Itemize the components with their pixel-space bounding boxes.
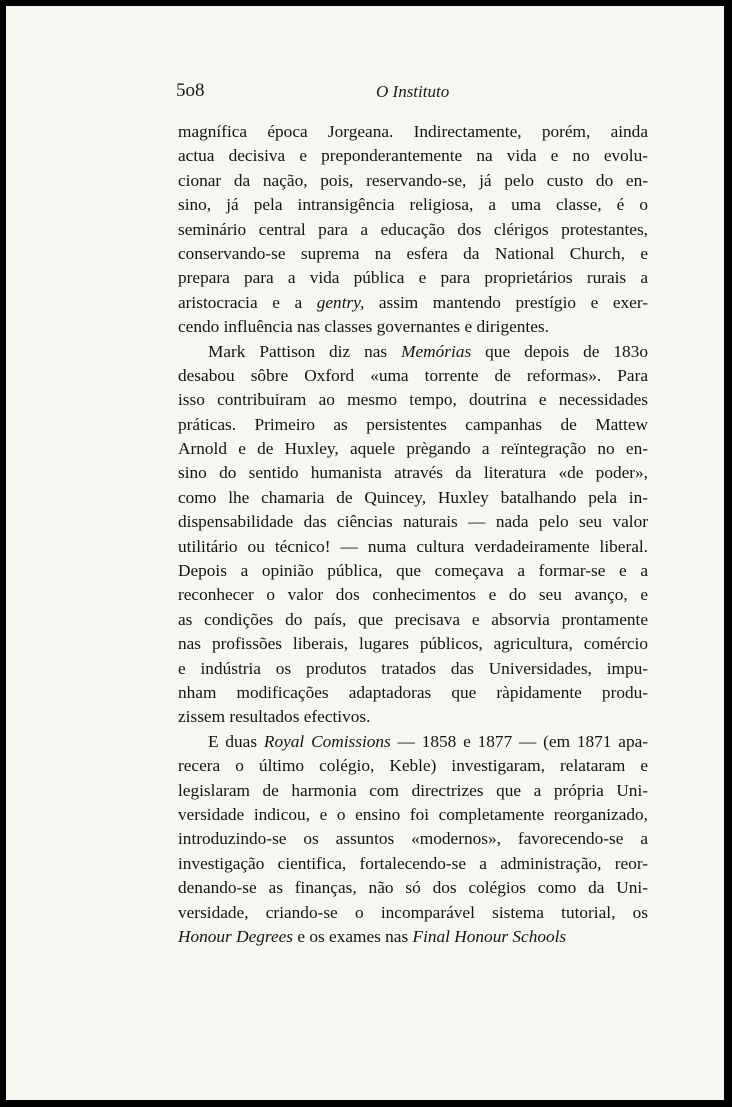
text-line bbox=[178, 583, 648, 607]
text-run: magnífica época Jorgeana. Indirectamente, porém, ainda bbox=[178, 122, 648, 141]
text-run: Depois a opinião pública, que começava a formar-se e a bbox=[178, 561, 648, 581]
page-header bbox=[176, 80, 646, 104]
text-line bbox=[178, 803, 648, 827]
text-run: seminário central para a educação dos clérigos protestantes, bbox=[178, 219, 648, 239]
text-line bbox=[178, 681, 648, 705]
text-run: como lhe chamaria de Quincey, Huxley batalhando pela in- bbox=[178, 487, 648, 507]
text-run: E duas bbox=[208, 731, 264, 751]
running-title: O Instituto bbox=[376, 82, 450, 101]
text-run: que depois de 183o bbox=[471, 341, 648, 361]
text-run: recera o último colégio, Keble) investigaram, relataram e bbox=[178, 756, 648, 776]
text-line bbox=[178, 608, 648, 632]
text-run: — 1858 e 1877 — (em 1871 apa- bbox=[390, 731, 649, 751]
text-run: utilitário ou técnico! — numa cultura verdadeiramente liberal. bbox=[178, 536, 648, 556]
italic-run: Honour Degrees bbox=[178, 926, 294, 946]
text-run: nham modificações adaptadoras que ràpidamente produ- bbox=[178, 682, 648, 702]
text-line bbox=[178, 852, 648, 876]
text-line bbox=[178, 193, 648, 217]
text-line bbox=[178, 242, 648, 266]
text-run: desabou sôbre Oxford «uma torrente de reformas». Para bbox=[178, 365, 648, 385]
text-run: legislaram de harmonia com directrizes que a própria Uni- bbox=[178, 780, 648, 800]
text-run: actua decisiva e preponderantemente na vida e no evolu- bbox=[178, 146, 648, 166]
text-run: e indústria os produtos tratados das Universidades, impu- bbox=[178, 658, 648, 678]
text-run: versidade indicou, e o ensino foi completamente reorganizado, bbox=[178, 804, 648, 824]
text-run: Arnold e de Huxley, aquele prègando a reïntegração no en- bbox=[178, 439, 648, 459]
text-line bbox=[178, 169, 648, 193]
text-line bbox=[178, 388, 648, 412]
text-run: aristocracia e a bbox=[178, 292, 317, 312]
text-line bbox=[178, 340, 648, 364]
text-line bbox=[178, 315, 648, 339]
text-line bbox=[178, 461, 648, 485]
text-line bbox=[178, 120, 648, 144]
italic-run: gentry, bbox=[316, 292, 365, 312]
text-line bbox=[178, 925, 648, 949]
text-run: e os exames nas bbox=[293, 926, 413, 946]
text-run: zissem resultados efectivos. bbox=[178, 707, 371, 727]
text-run: cionar da nação, pois, reservando-se, já pelo custo do en- bbox=[178, 170, 648, 190]
book-page bbox=[6, 6, 724, 1100]
italic-run: Memórias bbox=[401, 341, 472, 361]
text-line bbox=[178, 705, 648, 729]
text-line bbox=[178, 730, 648, 754]
text-run: cendo influência nas classes governantes e dirigentes. bbox=[178, 317, 549, 337]
text-run: sino, já pela intransigência religiosa, a uma classe, é o bbox=[178, 195, 648, 215]
page-number: 5o8 bbox=[176, 80, 205, 101]
text-run: reconhecer o valor dos conhecimentos e do seu avanço, e bbox=[178, 585, 648, 605]
text-line bbox=[178, 486, 648, 510]
text-run: isso contribuiram ao mesmo tempo, doutrina e necessidades bbox=[178, 390, 648, 410]
text-run: denando-se as finanças, não só dos colégios como da Uni- bbox=[178, 878, 648, 898]
text-run: Mark Pattison diz nas bbox=[208, 341, 402, 361]
text-run: versidade, criando-se o incomparável sistema tutorial, os bbox=[178, 902, 648, 922]
text-run: as condições do país, que precisava e absorvia prontamente bbox=[178, 609, 648, 629]
text-run: assim mantendo prestígio e exer- bbox=[364, 292, 649, 312]
text-line bbox=[178, 266, 648, 290]
text-line bbox=[178, 754, 648, 778]
text-run: dispensabilidade das ciências naturais — nada pelo seu valor bbox=[178, 512, 648, 532]
body-text bbox=[178, 120, 648, 949]
italic-run: Final Honour Schools bbox=[412, 926, 567, 946]
text-line bbox=[178, 437, 648, 461]
text-run: práticas. Primeiro as persistentes campanhas de Mattew bbox=[178, 414, 648, 434]
text-line bbox=[178, 291, 648, 315]
text-run: investigação cientifica, fortalecendo-se a administração, reor- bbox=[178, 853, 648, 873]
text-run: prepara para a vida pública e para proprietários rurais a bbox=[178, 268, 648, 288]
text-line bbox=[178, 364, 648, 388]
text-line bbox=[178, 535, 648, 559]
text-run: nas profissões liberais, lugares públicos, agricultura, comércio bbox=[178, 634, 648, 654]
text-run: conservando-se suprema na esfera da National Church, e bbox=[178, 243, 648, 263]
text-line bbox=[178, 876, 648, 900]
text-run: sino do sentido humanista através da literatura «de poder», bbox=[178, 463, 648, 483]
text-line bbox=[178, 827, 648, 851]
text-line bbox=[178, 510, 648, 534]
italic-run: Royal Comissions bbox=[263, 731, 391, 751]
text-line bbox=[178, 559, 648, 583]
text-line bbox=[178, 144, 648, 168]
text-line bbox=[178, 901, 648, 925]
text-line bbox=[178, 657, 648, 681]
text-line bbox=[178, 779, 648, 803]
text-run: introduzindo-se os assuntos «modernos», favorecendo-se a bbox=[178, 829, 648, 849]
text-line bbox=[178, 632, 648, 656]
text-line bbox=[178, 218, 648, 242]
text-line bbox=[178, 413, 648, 437]
